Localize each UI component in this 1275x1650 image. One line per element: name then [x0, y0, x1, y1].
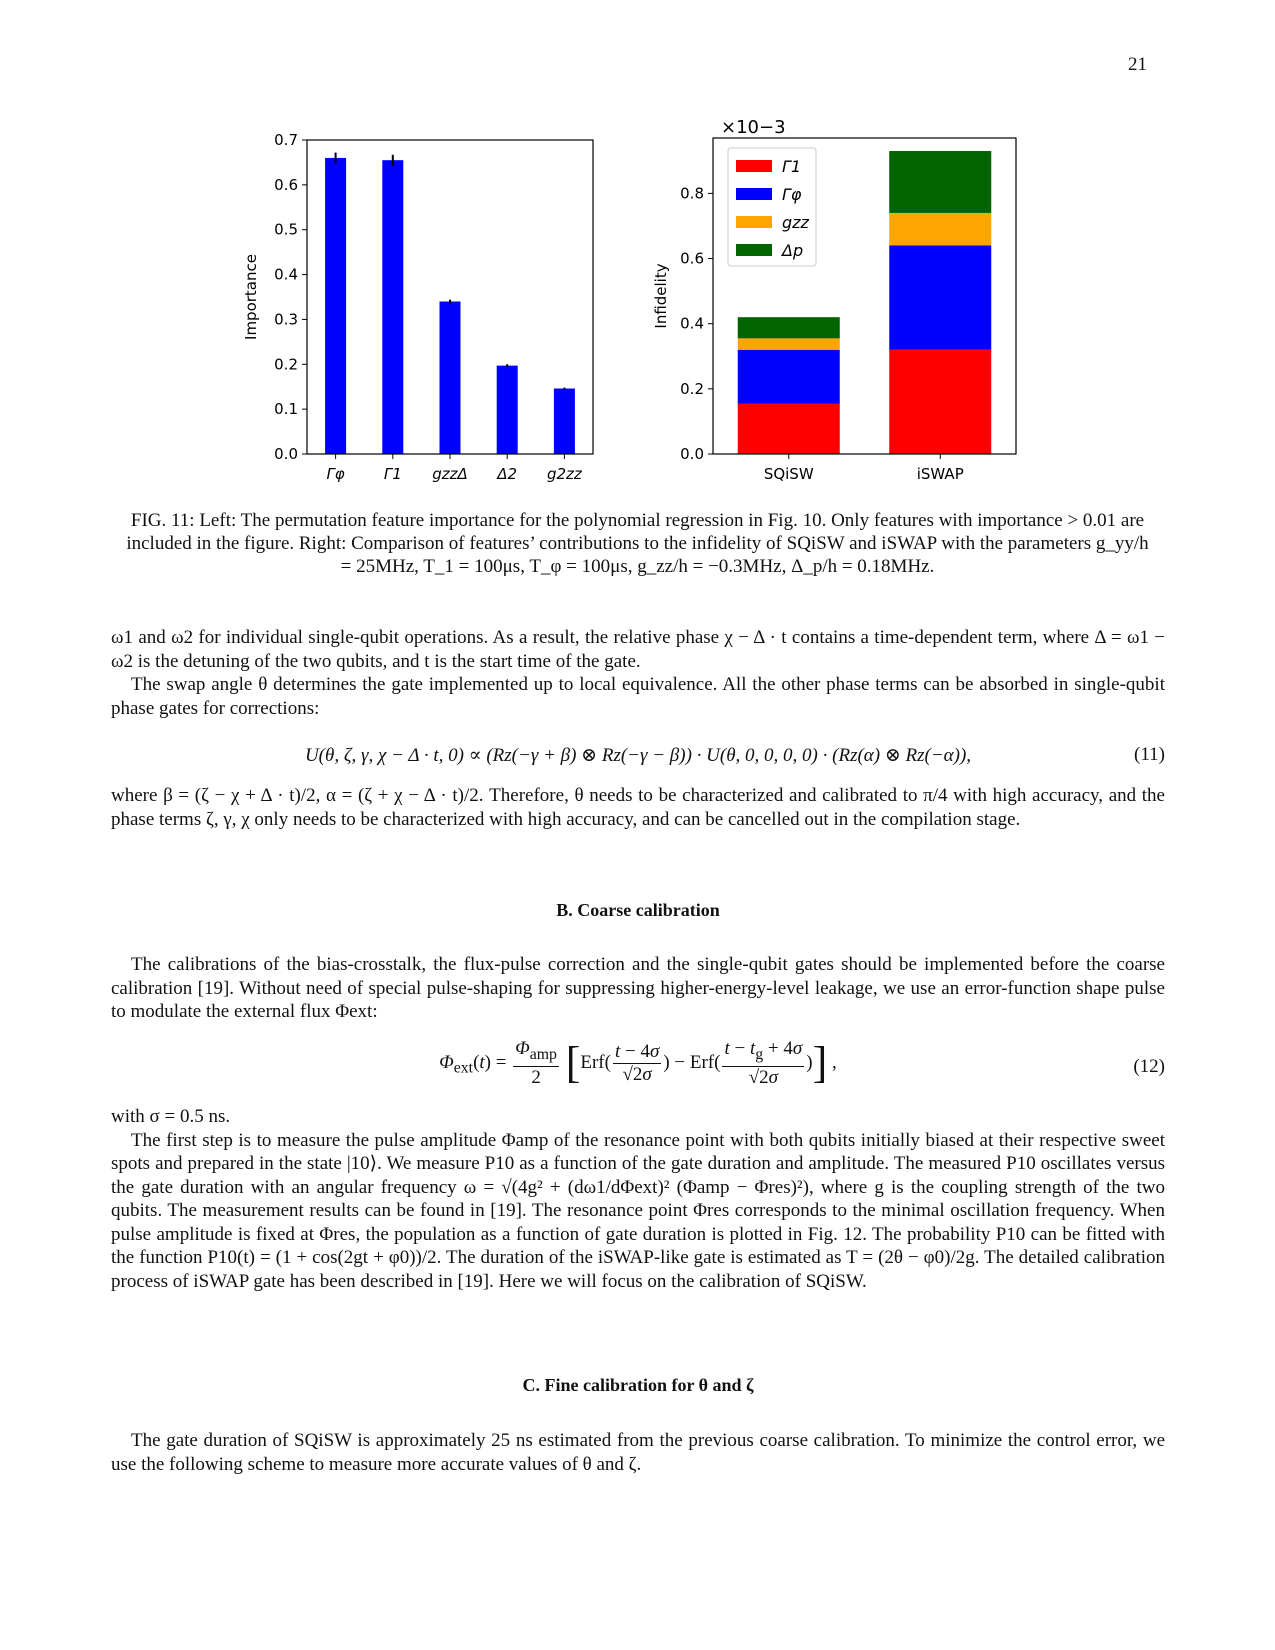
- figure-caption: FIG. 11: Left: The permutation feature importance for the polynomial regression in Fig. 10. Only features with importance > 0.01 are included in the figure. Right: Comparison of features’ contributions to the infidelity of SQiSW and iSWAP with the parameters g_yy/h = 25MHz, T_1 = 100μs, T_φ = 100μs, g_zz/h = −0.3MHz, Δ_p/h = 0.18MHz.: [126, 510, 1149, 577]
- left-bar: [497, 366, 518, 454]
- right-stacked-bar-segment: [889, 350, 991, 454]
- left-x-tick-label: Δ2: [497, 465, 518, 483]
- right-y-tick-label: 0.8: [680, 184, 704, 203]
- paragraph-4-text: The calibrations of the bias-crosstalk, the flux-pulse correction and the single-qubit gates should be implemented before the coarse calibration [19]. Without need of special pulse-shaping for suppressing higher-energy-level leakage, we use an error-function shape pulse to modulate the external flux Φext:: [111, 954, 1165, 1022]
- section-b-heading: B. Coarse calibration: [556, 900, 720, 920]
- right-y-tick-label: 0.6: [680, 249, 704, 268]
- right-stacked-bar-segment: [889, 246, 991, 350]
- right-x-tick-label: iSWAP: [916, 465, 964, 483]
- paragraph-7: [111, 1429, 1165, 1476]
- paragraph-3: [111, 784, 1165, 831]
- equation-11-number: (11): [1134, 744, 1165, 765]
- left-x-tick-label: gzzΔ: [432, 465, 468, 483]
- right-y-tick-label: 0.4: [680, 314, 704, 333]
- right-stacked-bar-segment: [738, 350, 840, 404]
- equation-12: [111, 1038, 1165, 1098]
- right-y-axis-label: Infidelity: [652, 263, 670, 329]
- left-y-axis-label: Importance: [242, 254, 260, 340]
- left-y-tick-label: 0.0: [274, 445, 298, 463]
- left-y-tick-label: 0.1: [274, 400, 298, 419]
- legend-swatch: [736, 188, 772, 200]
- legend-label: Δp: [782, 241, 804, 260]
- left-y-tick-label: 0.5: [274, 220, 298, 239]
- right-stacked-bar-segment: [889, 151, 991, 213]
- right-stacked-bar-segment: [738, 338, 840, 349]
- left-x-tick-label: Γφ: [326, 465, 345, 483]
- right-stacked-bar-segment: [738, 317, 840, 338]
- paragraph-5-text: with σ = 0.5 ns.: [111, 1106, 231, 1127]
- right-stacked-bar-segment: [889, 213, 991, 246]
- right-y-tick-label: 0.2: [680, 379, 704, 398]
- right-stacked-bar-segment: [738, 404, 840, 454]
- legend-label: gzz: [782, 213, 809, 232]
- left-y-tick-label: 0.3: [274, 310, 298, 329]
- right-y-tick-label: 0.0: [680, 445, 704, 463]
- paragraph-7-text: The gate duration of SQiSW is approximately 25 ns estimated from the previous coarse calibration. To minimize the control error, we use the following scheme to measure more accurate values of θ and ζ.: [111, 1430, 1165, 1475]
- legend-swatch: [736, 216, 772, 228]
- left-y-tick-label: 0.6: [274, 175, 298, 194]
- paragraph-6-text: The first step is to measure the pulse amplitude Φamp of the resonance point with both qubits initially biased at their respective sweet spots and prepared in the state |10⟩. We measure P10 as a function of the gate duration and amplitude. The measured P10 oscillates versus the gate duration with an angular frequency ω = √(4g² + (dω1/dΦext)² (Φamp − Φres)²), where g is the coupling strength of the two qubits. The measurement results can be found in [19]. The resonance point Φres corresponds to the minimal oscillation frequency. When pulse amplitude is fixed at Φres, the population as a function of gate duration is plotted in Fig. 12. The probability P10 can be fitted with the function P10(t) = (1 + cos(2gt + φ0))/2. The duration of the iSWAP-like gate is estimated as T = (2θ − φ0)/2g. The detailed calibration process of iSWAP gate has been described in [19]. Here we will focus on the calibration of SQiSW.: [111, 1129, 1165, 1292]
- right-x-tick-label: SQiSW: [763, 465, 814, 483]
- paragraph-4: [111, 953, 1165, 1024]
- left-bar: [382, 160, 403, 454]
- page-number: 21: [1128, 54, 1147, 75]
- paragraph-5: [111, 1105, 1165, 1293]
- left-bar: [325, 158, 346, 454]
- legend-label: Γφ: [782, 185, 802, 204]
- left-y-tick-label: 0.7: [274, 131, 298, 149]
- right-scale-label: ×10−3: [721, 117, 786, 138]
- legend-label: Γ1: [782, 157, 802, 176]
- paragraph-2-text: The swap angle θ determines the gate implemented up to local equivalence. All the other phase terms can be absorbed in single-qubit phase gates for corrections:: [111, 674, 1165, 719]
- paragraph-3-text: where β = (ζ − χ + Δ · t)/2, α = (ζ + χ − Δ · t)/2. Therefore, θ needs to be characterized and calibrated to π/4 with high accuracy, and the phase terms ζ, γ, χ only needs to be characterized with high accuracy, and can be cancelled out in the compilation stage.: [111, 785, 1165, 830]
- left-y-tick-label: 0.2: [274, 355, 298, 374]
- left-x-tick-label: Γ1: [383, 465, 402, 483]
- section-c-heading: C. Fine calibration for θ and ζ: [522, 1375, 754, 1395]
- equation-11-body: U(θ, ζ, γ, χ − Δ · t, 0) ∝ (Rz(−γ + β) ⊗ Rz(−γ − β)) · U(θ, 0, 0, 0, 0) · (Rz(α) ⊗ Rz(−α)),: [304, 745, 972, 766]
- left-bar: [554, 389, 575, 454]
- legend-swatch: [736, 160, 772, 172]
- equation-12-number: (12): [1133, 1056, 1165, 1077]
- legend-swatch: [736, 244, 772, 256]
- paragraph-1: [111, 626, 1165, 720]
- paragraph-1-text: ω1 and ω2 for individual single-qubit operations. As a result, the relative phase χ − Δ · t contains a time-dependent term, where Δ = ω1 − ω2 is the detuning of the two qubits, and t is the start time of the gate.: [111, 627, 1165, 672]
- equation-12-body: $\Phi_{ext}(t)$ = $\frac{\Phi_{amp}}{2}$ [Erf( $\frac{t - 4\sigma}{√2\sigma}$ ) − Erf( $\frac{t - t_g + 4\sigma}{√2\sigma}$ )] ,: [439, 1038, 837, 1088]
- left-y-tick-label: 0.4: [274, 265, 298, 284]
- figure-11: [0, 0, 1275, 500]
- left-x-tick-label: g2zz: [546, 465, 582, 483]
- figure-svg: [0, 0, 1275, 500]
- left-bar: [440, 301, 461, 454]
